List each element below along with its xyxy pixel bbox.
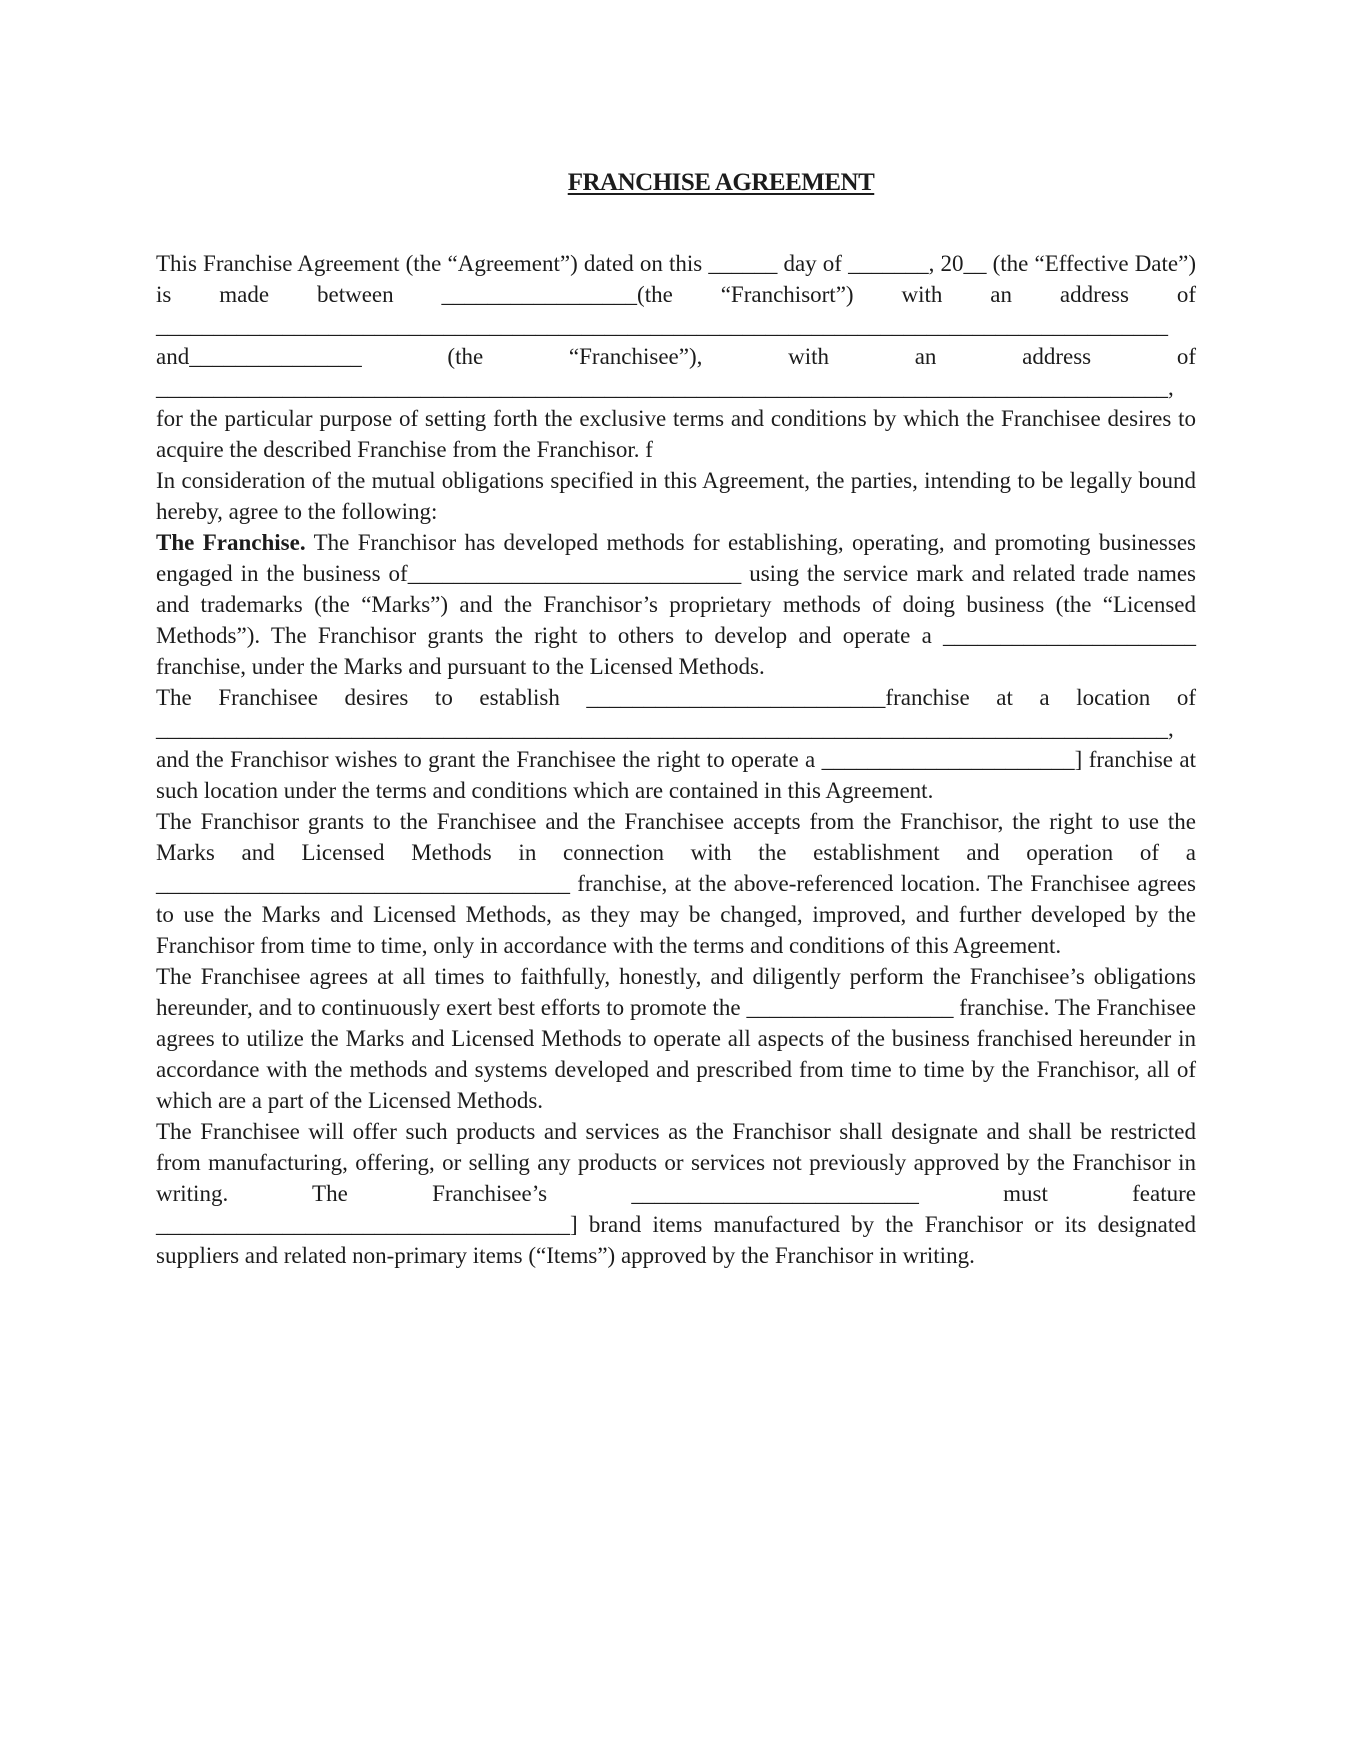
- clause-heading-the-franchise: The Franchise.: [156, 530, 306, 555]
- clause-body-the-franchise: The Franchisor has developed methods for establishing, operating, and promoting businesses engaged in the business of_____________________________ using the service mark and related trade names and trademarks (the “Marks”) and the Franchisor’s proprietary methods of doing business (the “Licensed Methods”). The Franchisor grants the right to others to develop and operate a ______________________ franchise, under the Marks and pursuant to the Licensed Methods.: [156, 530, 1196, 679]
- paragraph-grant-of-rights: The Franchisor grants to the Franchisee and the Franchisee accepts from the Franchisor, the right to use the Marks and Licensed Methods in connection with the establishment and operation of a ____________________________________ franchise, at the above-referenced location. The Franchisee agrees to use the Marks and Licensed Methods, as they may be changed, improved, and further developed by the Franchisor from time to time, only in accordance with the terms and conditions of this Agreement.: [156, 809, 1196, 958]
- document-title: FRANCHISE AGREEMENT: [567, 169, 875, 196]
- paragraph-best-efforts: The Franchisee agrees at all times to faithfully, honestly, and diligently perform the Franchisee’s obligations hereunder, and to continuously exert best efforts to promote the __________________ franchise. The Franchisee agrees to utilize the Marks and Licensed Methods to operate all aspects of the business franchised hereunder in accordance with the methods and systems developed and prescribed from time to time by the Franchisor, all of which are a part of the Licensed Methods.: [156, 964, 1196, 1113]
- paragraph-products-services: The Franchisee will offer such products and services as the Franchisor shall designate and shall be restricted from manufacturing, offering, or selling any products or services not previously approved by the Franchisor in writing. The Franchisee’s _________________________ must feature ____________________________________] brand items manufactured by the Franchisor or its designated suppliers and related non-primary items (“Items”) approved by the Franchisor in writing.: [156, 1119, 1196, 1268]
- document-content: [156, 168, 1196, 1271]
- paragraph-consideration: In consideration of the mutual obligations specified in this Agreement, the parties, intending to be legally bound hereby, agree to the following:: [156, 468, 1196, 524]
- paragraph-the-franchise-clause: [156, 527, 1196, 682]
- paragraph-agreement-intro: This Franchise Agreement (the “Agreement”) dated on this ______ day of _______, 20__ (the “Effective Date”) is made between _________________(the “Franchisort”) with an address of ________________________________________________________________________________________ and_______________ (the “Franchisee”), with an address of ________________________________________________________________________________________, for the particular purpose of setting forth the exclusive terms and conditions by which the Franchisee desires to acquire the described Franchise from the Franchisor. f: [156, 251, 1196, 462]
- paragraph-franchisee-desires: The Franchisee desires to establish __________________________franchise at a location of ________________________________________________________________________________________, and the Franchisor wishes to grant the Franchisee the right to operate a ______________________] franchise at such location under the terms and conditions which are contained in this Agreement.: [156, 685, 1196, 803]
